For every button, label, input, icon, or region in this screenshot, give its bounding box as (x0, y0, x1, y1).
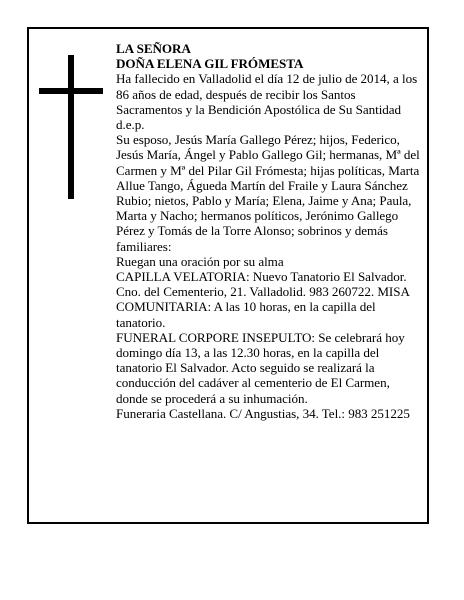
death-announcement: Ha fallecido en Valladolid el día 12 de julio de 2014, a los 86 años de edad, después de recibir los Santos Sacramentos y la Bendición Apostólica de Su Santidad (116, 71, 418, 117)
funeral-home-info: Funeraria Castellana. C/ Angustias, 34. Tel.: 983 251225 (116, 405, 410, 421)
cross-horizontal-bar (39, 88, 103, 94)
funeral-info: FUNERAL CORPORE INSEPULTO: Se celebrará hoy domingo día 13, a las 12.30 horas, en la capilla del tanatorio El Salvador. Acto seguido se realizará la conducción del cadáver al cementerio de El Carmen, donde se procederá a su inhumación. (116, 329, 405, 406)
cross-icon (39, 55, 103, 199)
notice-title: LA SEÑORA (116, 41, 191, 56)
prayer-request: Ruegan una oración por su alma (116, 253, 284, 269)
family-members: Su esposo, Jesús María Gallego Pérez; hijos, Federico, Jesús María, Ángel y Pablo Gallego Gil; hermanas, Mª del Carmen y Mª del Pilar Gil Frómesta; hijas políticas, Marta Allue Tango, Águeda Martín del Fraile y Laura Sánchez Rubio; nietos, Pablo y María; Elena, Jaime y Ana; Paula, Marta y Nacho; hermanos políticos, Jerónimo Gallego Pérez y Tomás de la Torre Alonso; sobrinos y demás familiares: (116, 132, 420, 254)
notice-text (116, 41, 421, 421)
dep-line: d.e.p. (116, 117, 145, 133)
chapel-and-mass-info: CAPILLA VELATORIA: Nuevo Tanatorio El Salvador. Cno. del Cementerio, 21. Valladolid. 983 260722. MISA COMUNITARIA: A las 10 horas, en la capilla del tanatorio. (116, 269, 410, 330)
deceased-name: DOÑA ELENA GIL FRÓMESTA (116, 56, 304, 72)
cross-vertical-bar (68, 55, 74, 199)
obituary-notice (27, 27, 429, 524)
